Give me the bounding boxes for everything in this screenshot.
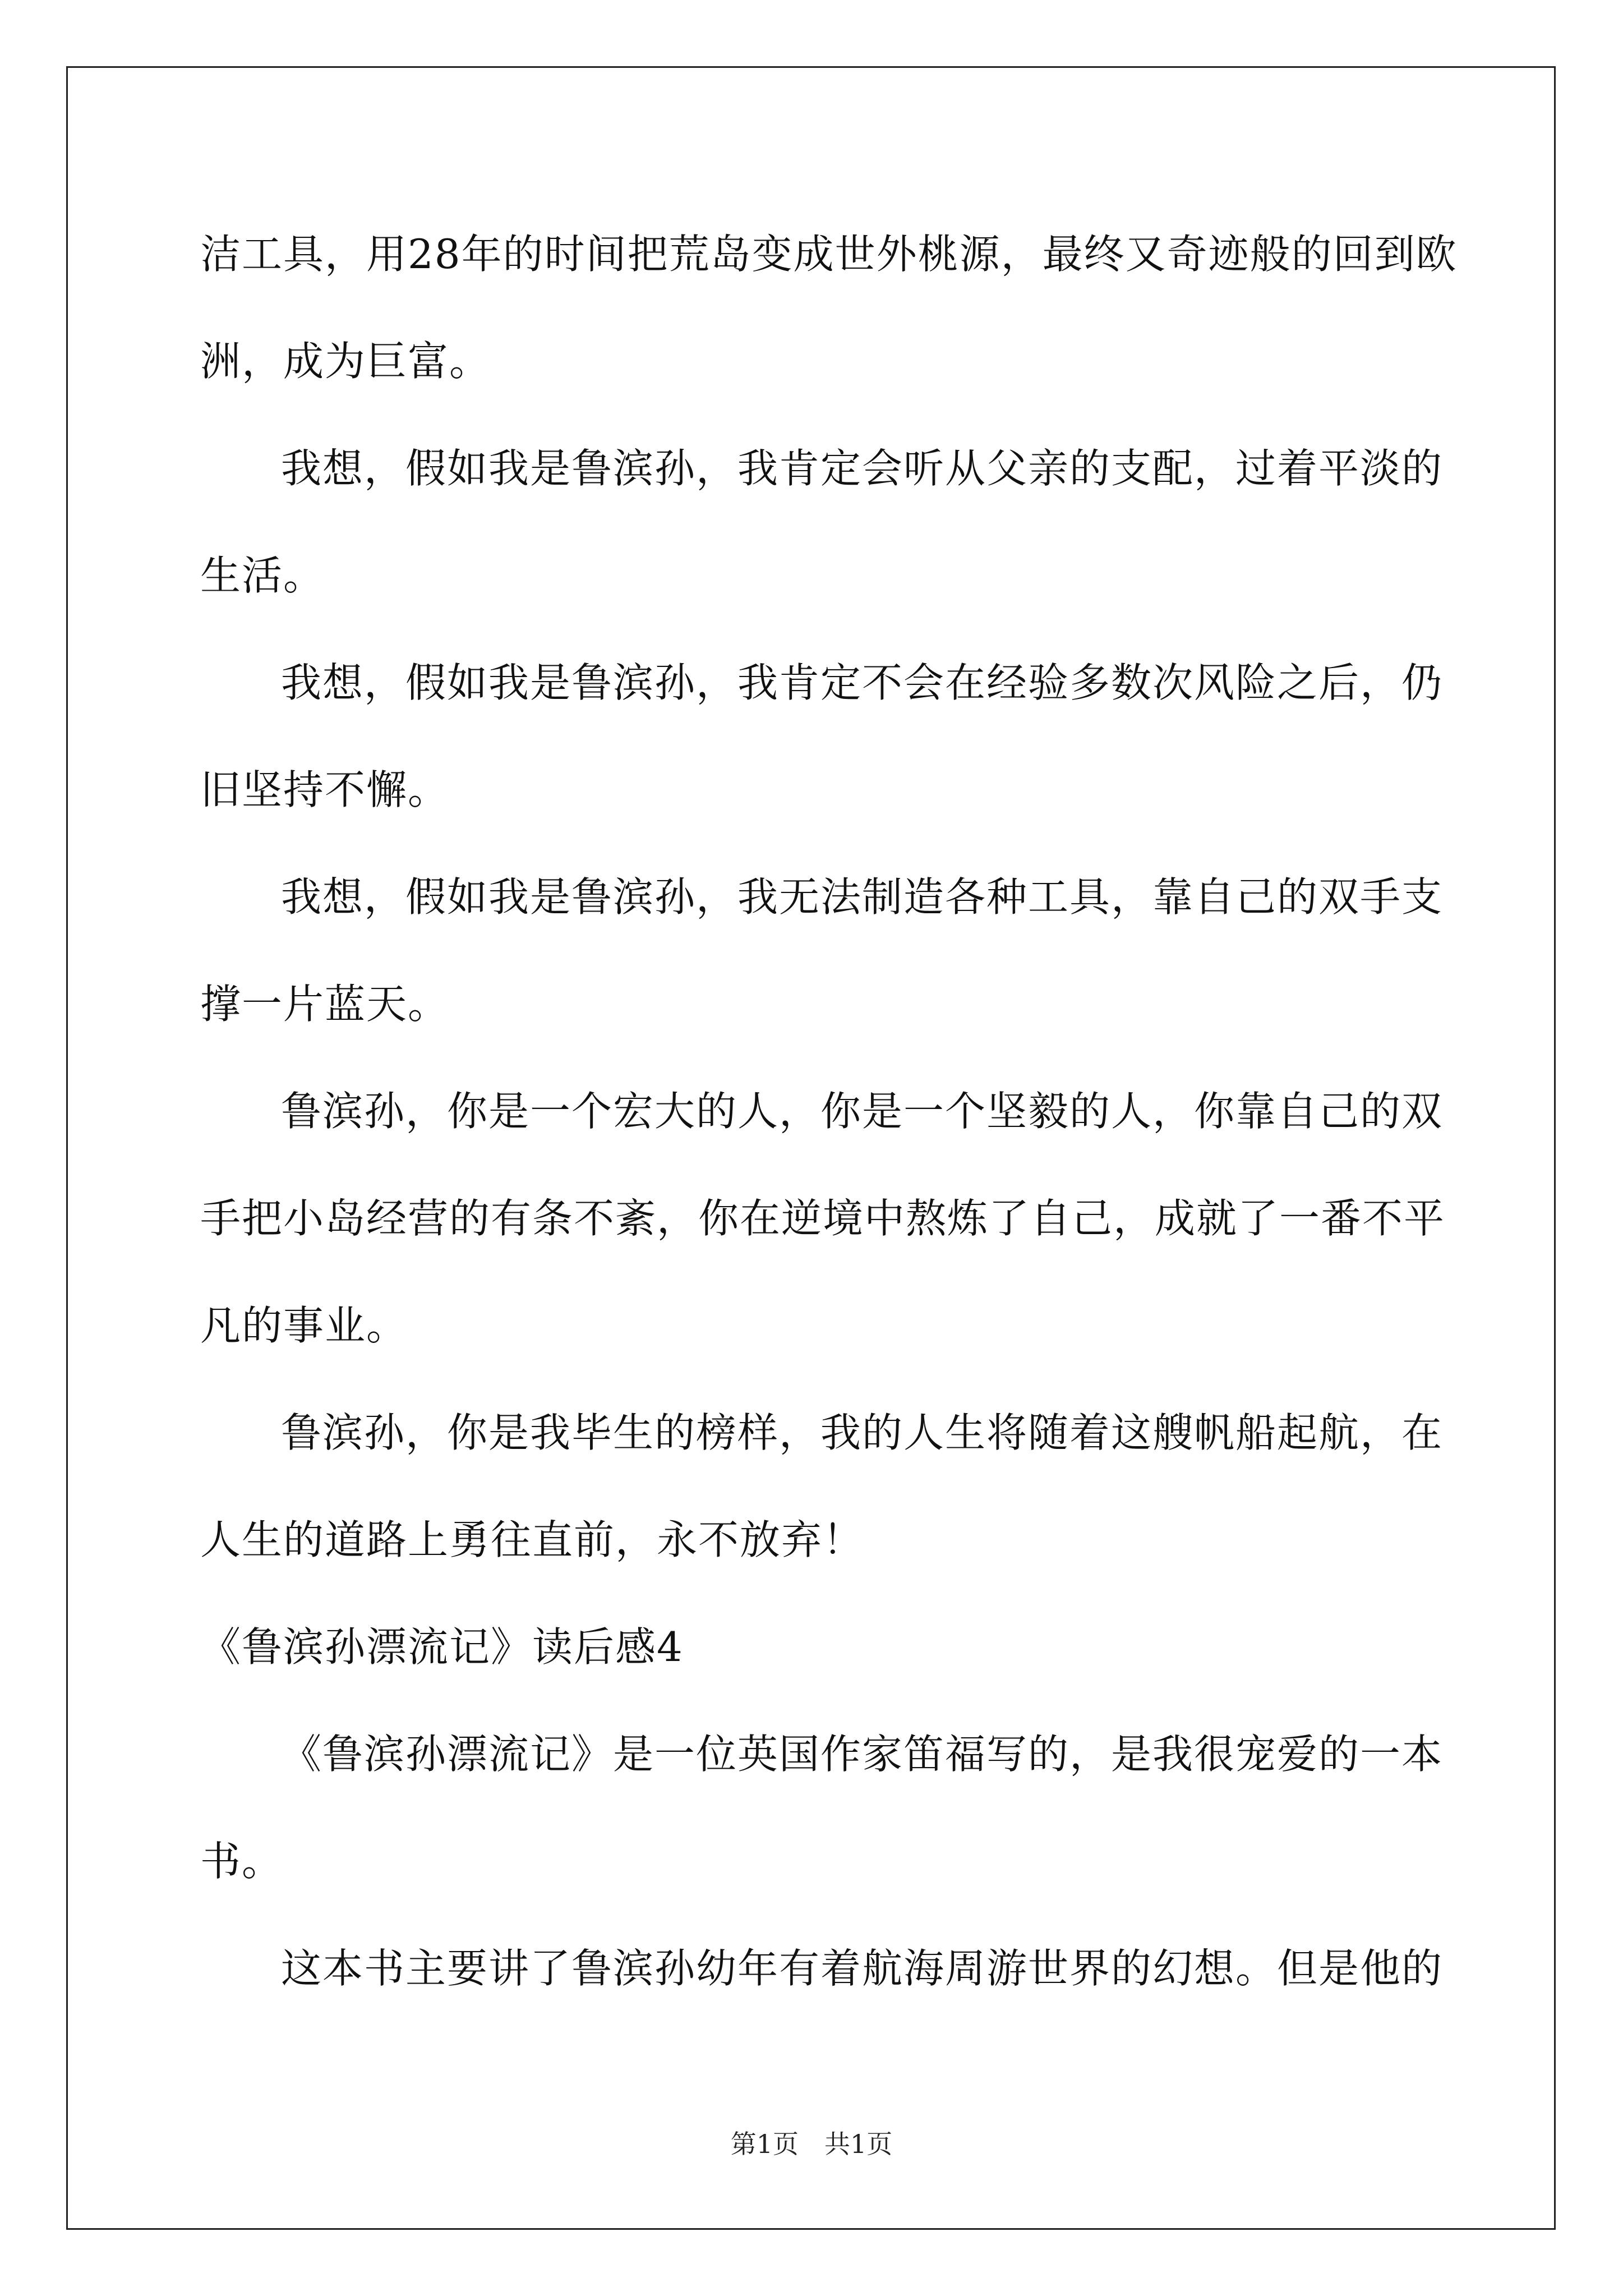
paragraph [200, 201, 1458, 415]
paragraph-line: 鲁滨孙，你是我毕生的榜样，我的人生将随着这艘帆船起航，在 [281, 1409, 1444, 1456]
paragraph [200, 844, 1444, 1058]
paragraph-line: 撑一片蓝天。 [200, 981, 450, 1028]
paragraph-line: 书。 [200, 1838, 284, 1885]
paragraph-line: 洲，成为巨富。 [200, 338, 491, 385]
paragraph-line: 我想，假如我是鲁滨孙，我肯定不会在经验多数次风险之后，仍 [281, 659, 1444, 706]
paragraph-line: 旧坚持不懈。 [200, 766, 450, 813]
paragraph [200, 629, 1444, 844]
paragraph-line: 《鲁滨孙漂流记》是一位英国作家笛福写的，是我很宠爱的一本 [281, 1731, 1444, 1778]
heading-text: 《鲁滨孙漂流记》读后感4 [200, 1623, 684, 1671]
section-heading [200, 1594, 1423, 1701]
paragraph-line: 生活。 [200, 552, 325, 599]
page-number-footer: 第1页 共1页 [730, 2129, 893, 2159]
paragraph [200, 415, 1444, 629]
paragraph-line: 凡的事业。 [200, 1302, 408, 1349]
paragraph-line: 这本书主要讲了鲁滨孙幼年有着航海周游世界的幻想。但是他的 [281, 1945, 1444, 1992]
paragraph-line: 洁工具，用28年的时间把荒岛变成世外桃源，最终又奇迹般的回到欧 [200, 231, 1458, 278]
paragraph-line: 鲁滨孙，你是一个宏大的人，你是一个坚毅的人，你靠自己的双 [281, 1088, 1444, 1135]
paragraph [200, 1058, 1446, 1379]
paragraph [200, 1701, 1444, 1915]
paragraph-line: 我想，假如我是鲁滨孙，我肯定会听从父亲的支配，过着平淡的 [281, 445, 1444, 492]
paragraph-line: 手把小岛经营的有条不紊，你在逆境中熬炼了自己，成就了一番不平 [200, 1195, 1446, 1242]
paragraph-line: 我想，假如我是鲁滨孙，我无法制造各种工具，靠自己的双手支 [281, 873, 1444, 921]
paragraph [200, 1379, 1444, 1594]
paragraph-line: 人生的道路上勇往直前，永不放弃！ [200, 1516, 865, 1563]
paragraph [200, 1915, 1444, 2022]
